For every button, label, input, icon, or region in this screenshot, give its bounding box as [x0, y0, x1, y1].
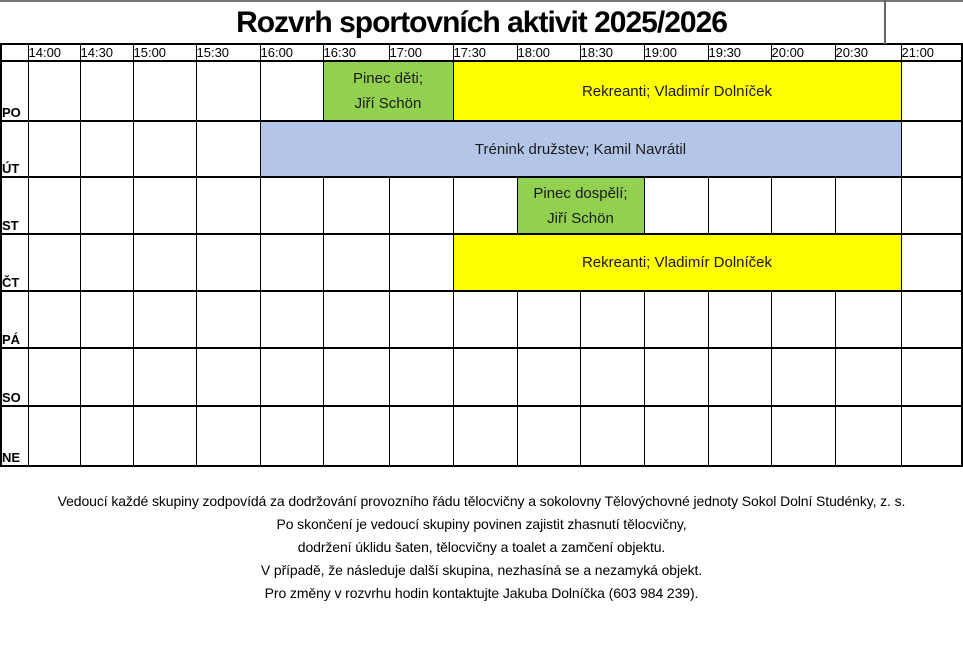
title-cell-right-border: [884, 0, 886, 44]
day-row-st: [1, 177, 962, 234]
slot-cell: [771, 348, 835, 406]
slot-cell: [133, 234, 196, 291]
time-header-cell: 15:30: [196, 44, 260, 61]
slot-cell: [28, 348, 80, 406]
slot-cell: [28, 234, 80, 291]
slot-cell: [196, 121, 260, 177]
slot-cell: [901, 348, 962, 406]
time-header-cell: 17:30: [453, 44, 517, 61]
time-header-cell: 16:30: [323, 44, 389, 61]
event-activity-label: Trénink družstev; Kamil Navrátil: [474, 140, 687, 158]
slot-cell: [133, 61, 196, 121]
day-row-pa: [1, 291, 962, 348]
slot-cell: [644, 291, 708, 348]
slot-cell: [323, 234, 389, 291]
slot-cell: [835, 406, 901, 466]
slot-cell: [517, 291, 580, 348]
time-header-cell: 21:00: [901, 44, 962, 61]
slot-cell: [260, 177, 323, 234]
slot-cell: [133, 348, 196, 406]
slot-cell: [453, 177, 517, 234]
slot-cell: [389, 291, 453, 348]
event-trenink-druzstev: [260, 121, 901, 177]
slot-cell: [580, 291, 644, 348]
slot-cell: [835, 348, 901, 406]
event-activity-label: Rekreanti; Vladimír Dolníček: [581, 82, 773, 100]
footer-note-line: Po skončení je vedoucí skupiny povinen zajistit zhasnutí tělocvičny,: [276, 516, 687, 532]
corner-cell: [1, 44, 28, 61]
slot-cell: [260, 291, 323, 348]
slot-cell: [901, 234, 962, 291]
slot-cell: [260, 348, 323, 406]
time-header-row: [1, 44, 962, 61]
slot-cell: [260, 406, 323, 466]
slot-cell: [708, 348, 771, 406]
slot-cell: [901, 291, 962, 348]
time-header-cell: 19:30: [708, 44, 771, 61]
slot-cell: [196, 234, 260, 291]
footer-notes: [0, 490, 963, 605]
slot-cell: [133, 406, 196, 466]
event-leader-label: Jiří Schön: [547, 209, 614, 227]
slot-cell: [196, 61, 260, 121]
slot-cell: [453, 348, 517, 406]
slot-cell: [901, 61, 962, 121]
slot-cell: [80, 121, 133, 177]
slot-cell: [580, 406, 644, 466]
slot-cell: [80, 61, 133, 121]
slot-cell: [389, 348, 453, 406]
slot-cell: [28, 61, 80, 121]
slot-cell: [323, 291, 389, 348]
footer-note-line: Pro změny v rozvrhu hodin kontaktujte Jakuba Dolníčka (603 984 239).: [264, 585, 699, 601]
slot-cell: [260, 61, 323, 121]
time-header-cell: 14:00: [28, 44, 80, 61]
event-rekreanti-po: [453, 61, 901, 121]
day-label-cell: ST: [1, 177, 28, 234]
day-row-ct: [1, 234, 962, 291]
time-header-cell: 17:00: [389, 44, 453, 61]
slot-cell: [644, 406, 708, 466]
event-pinec-dospeli: [517, 177, 644, 234]
time-header-cell: 16:00: [260, 44, 323, 61]
slot-cell: [901, 177, 962, 234]
slot-cell: [517, 348, 580, 406]
slot-cell: [644, 177, 708, 234]
day-label-cell: ÚT: [1, 121, 28, 177]
slot-cell: [901, 121, 962, 177]
slot-cell: [323, 406, 389, 466]
time-header-cell: 18:30: [580, 44, 644, 61]
event-activity-label: Pinec děti;: [352, 70, 424, 87]
slot-cell: [771, 291, 835, 348]
time-header-cell: 15:00: [133, 44, 196, 61]
slot-cell: [644, 348, 708, 406]
slot-cell: [835, 177, 901, 234]
slot-cell: [80, 177, 133, 234]
slot-cell: [517, 406, 580, 466]
page-title: Rozvrh sportovních aktivit 2025/2026: [236, 6, 727, 39]
slot-cell: [133, 121, 196, 177]
slot-cell: [80, 348, 133, 406]
time-header-cell: 14:30: [80, 44, 133, 61]
day-label-cell: SO: [1, 348, 28, 406]
day-row-ne: [1, 406, 962, 466]
time-header-cell: 20:30: [835, 44, 901, 61]
slot-cell: [771, 406, 835, 466]
slot-cell: [453, 291, 517, 348]
schedule-table: [0, 43, 963, 467]
slot-cell: [196, 291, 260, 348]
day-row-so: [1, 348, 962, 406]
day-row-po: [1, 61, 962, 121]
slot-cell: [771, 177, 835, 234]
slot-cell: [28, 291, 80, 348]
slot-cell: [708, 177, 771, 234]
slot-cell: [196, 406, 260, 466]
slot-cell: [389, 177, 453, 234]
event-rekreanti-ct: [453, 234, 901, 291]
slot-cell: [901, 406, 962, 466]
slot-cell: [580, 348, 644, 406]
day-label-cell: PO: [1, 61, 28, 121]
footer-note-line: dodržení úklidu šaten, tělocvičny a toalet a zamčení objektu.: [297, 539, 666, 555]
day-row-ut: [1, 121, 962, 177]
slot-cell: [323, 177, 389, 234]
slot-cell: [28, 177, 80, 234]
event-activity-label: Rekreanti; Vladimír Dolníček: [581, 254, 773, 271]
slot-cell: [133, 177, 196, 234]
event-pinec-deti: [323, 61, 453, 121]
slot-cell: [323, 348, 389, 406]
day-label-cell: PÁ: [1, 291, 28, 348]
slot-cell: [196, 177, 260, 234]
top-rule: [0, 0, 963, 2]
slot-cell: [80, 234, 133, 291]
slot-cell: [196, 348, 260, 406]
slot-cell: [80, 291, 133, 348]
slot-cell: [708, 406, 771, 466]
event-leader-label: Jiří Schön: [354, 95, 422, 112]
slot-cell: [835, 291, 901, 348]
footer-note-line: Vedoucí každé skupiny zodpovídá za dodržování provozního řádu tělocvičny a sokolovny Tělovýchovné jednoty Sokol Dolní Studénky, z. s.: [57, 493, 906, 509]
time-header-cell: 18:00: [517, 44, 580, 61]
slot-cell: [708, 291, 771, 348]
slot-cell: [28, 406, 80, 466]
slot-cell: [133, 291, 196, 348]
footer-note-line: V případě, že následuje další skupina, nezhasíná se a nezamyká objekt.: [260, 562, 703, 578]
slot-cell: [28, 121, 80, 177]
slot-cell: [453, 406, 517, 466]
day-label-cell: ČT: [1, 234, 28, 291]
slot-cell: [389, 234, 453, 291]
time-header-cell: 19:00: [644, 44, 708, 61]
slot-cell: [260, 234, 323, 291]
event-activity-label: Pinec dospělí;: [533, 184, 628, 202]
time-header-cell: 20:00: [771, 44, 835, 61]
day-label-cell: NE: [1, 406, 28, 466]
slot-cell: [389, 406, 453, 466]
slot-cell: [80, 406, 133, 466]
